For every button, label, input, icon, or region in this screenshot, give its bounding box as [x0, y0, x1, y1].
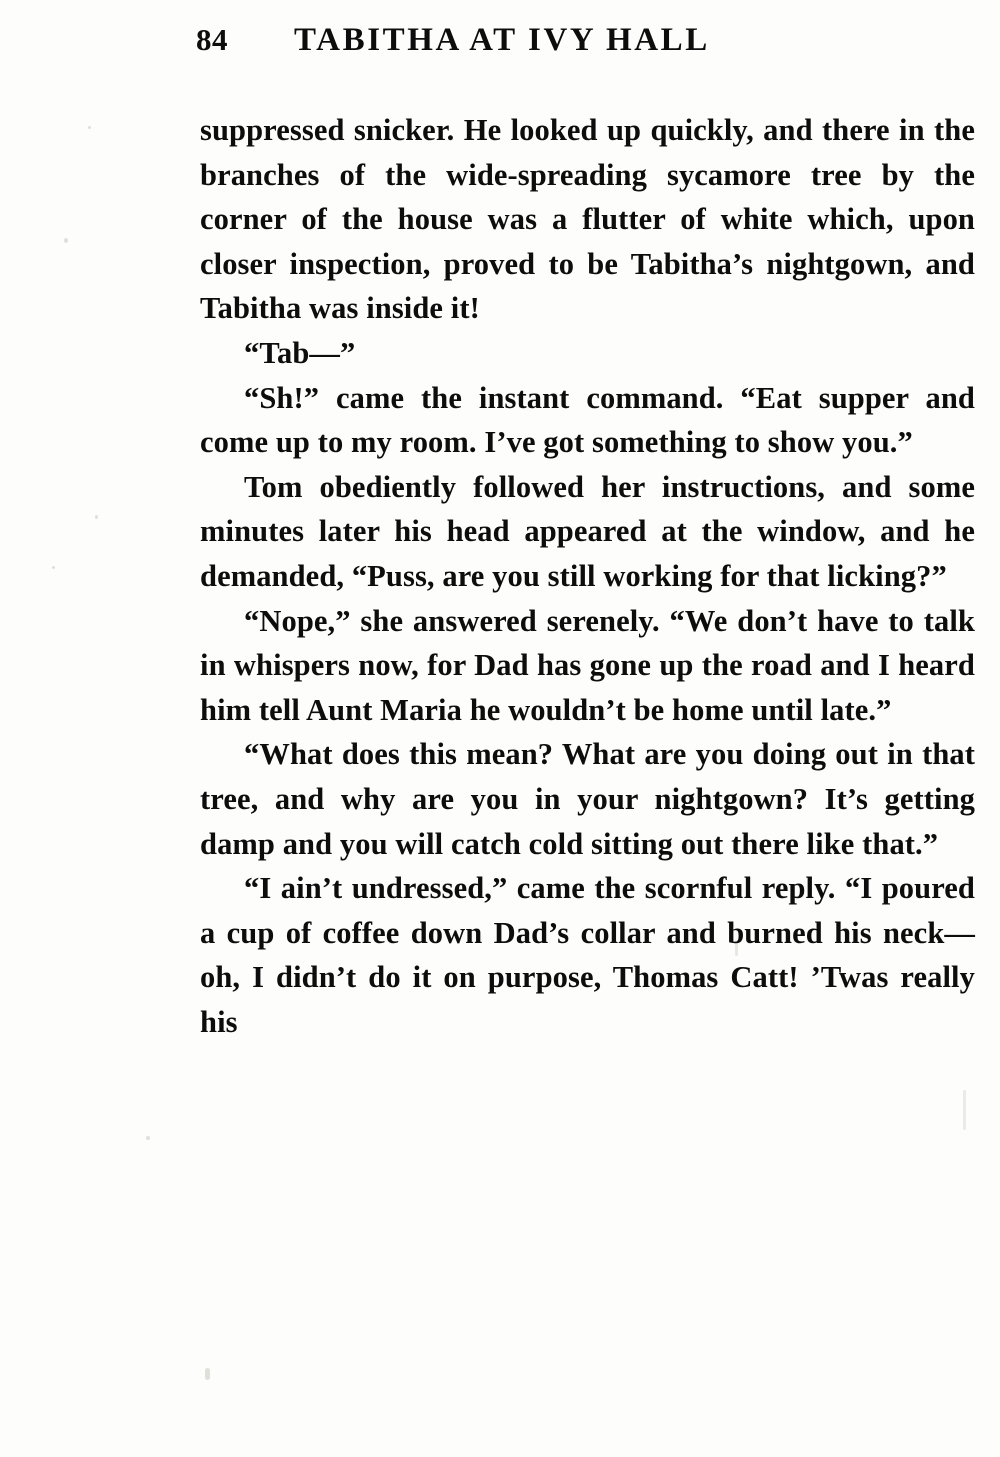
- page-number: 84: [196, 22, 228, 57]
- page-header: [196, 22, 870, 70]
- body-paragraph: suppressed snicker. He looked up quickly, and there in the branches of the wide-spreading sycamore tree by the corner of the house was a flutter of white which, upon closer inspection, proved to be Tabitha’s nightgown, and Tabitha was inside it!: [200, 113, 975, 326]
- paper-speck: [95, 515, 98, 519]
- running-head-title: TABITHA AT IVY HALL: [294, 22, 710, 58]
- body-paragraph: “Tab—”: [244, 335, 356, 370]
- paper-speck: [88, 126, 91, 129]
- body-paragraph: “What does this mean? What are you doing out in that tree, and why are you in your nightgown? It’s getting damp and you will catch cold sitting out there like that.”: [200, 737, 975, 861]
- page-body: [200, 108, 975, 1044]
- paper-speck: [52, 566, 55, 569]
- body-paragraph: “I ain’t undressed,” came the scornful reply. “I poured a cup of coffee down Dad’s collar and burned his neck—oh, I didn’t do it on purpose, Thomas Catt! ’Twas really his: [200, 871, 975, 1039]
- paper-speck: [146, 1136, 150, 1140]
- paper-speck: [963, 1090, 966, 1130]
- paper-speck: [205, 1368, 210, 1380]
- body-paragraph: “Sh!” came the instant command. “Eat supper and come up to my room. I’ve got something to show you.”: [200, 380, 975, 460]
- paper-speck: [64, 238, 68, 243]
- body-paragraph: Tom obediently followed her instructions, and some minutes later his head appeared at the window, and he demanded, “Puss, are you still working for that licking?”: [200, 469, 975, 593]
- body-paragraph: “Nope,” she answered serenely. “We don’t have to talk in whispers now, for Dad has gone up the road and I heard him tell Aunt Maria he wouldn’t be home until late.”: [200, 603, 975, 727]
